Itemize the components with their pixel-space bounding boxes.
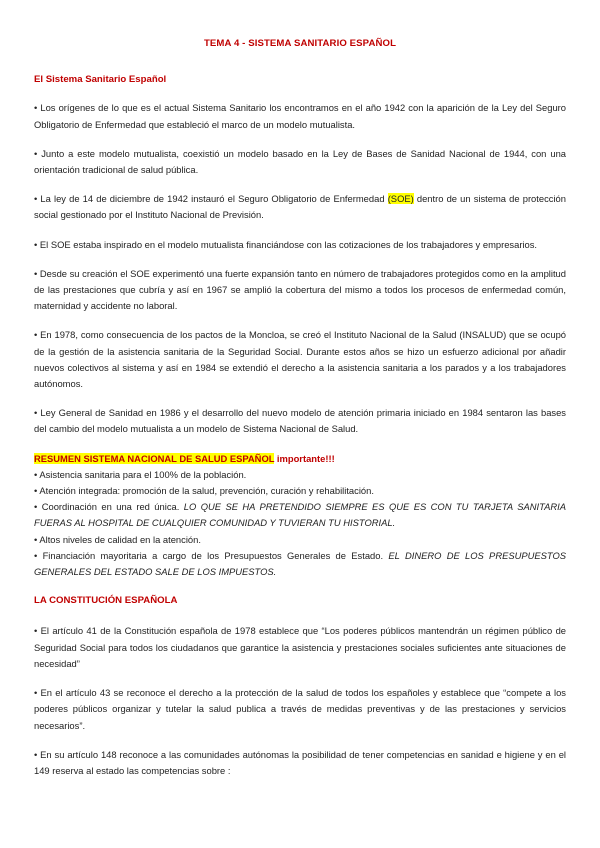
summary-important-tag: importante!!!	[274, 452, 335, 464]
soe-highlight: (SOE)	[387, 193, 414, 205]
summary-block	[34, 451, 566, 581]
summary-item-text: • Financiación mayoritaria a cargo de los Presupuestos Generales de Estado.	[34, 549, 389, 561]
summary-item	[34, 499, 566, 531]
paragraph-insalud: • En 1978, como consecuencia de los pactos de la Moncloa, se creó el Instituto Nacional de la Salud (INSALUD) que se ocupó de la gestión de la asistencia sanitaria de la Seguridad Social. Durante estos años se hizo un esfuerzo adicional por añadir nuevos colectivos al sistema y así en 1984 se extendió el derecho a la asistencia sanitaria a los parados y a los trabajadores autónomos.	[34, 329, 566, 390]
summary-item	[34, 467, 566, 483]
summary-item-note: EL DINERO DE LOS PRESUPUESTOS GENERALES DEL ESTADO SALE DE LOS IMPUESTOS.	[34, 549, 566, 578]
summary-heading	[34, 451, 566, 467]
paragraph-ley-general-sanidad: • Ley General de Sanidad en 1986 y el desarrollo del nuevo modelo de atención primaria iniciado en 1984 sentaron las bases del cambio del modelo mutualista a un modelo de Sistema Nacional de Salud.	[34, 407, 566, 435]
summary-item-text: • Altos niveles de calidad en la atención.	[34, 533, 201, 545]
paragraph-articulo-148: • En su artículo 148 reconoce a las comunidades autónomas la posibilidad de tener competencias en sanidad e higiene y en el 149 reserva al estado las competencias sobre :	[34, 748, 566, 776]
paragraph-modelo-mutualista: • Junto a este modelo mutualista, coexistió un modelo basado en la Ley de Bases de Sanidad Nacional de 1944, con una orientación tradicional de salud pública.	[34, 147, 566, 176]
summary-item	[34, 532, 566, 548]
paragraph-articulo-41: • El artículo 41 de la Constitución española de 1978 establece que “Los poderes públicos mantendrán un régimen público de Seguridad Social para todos los ciudadanos que garantice la asistencia y prestaciones sociales suficientes ante situaciones de necesidad”	[34, 625, 566, 669]
summary-item-text: • Coordinación en una red única.	[34, 501, 184, 513]
summary-item-text: • Asistencia sanitaria para el 100% de la población.	[34, 468, 247, 480]
ley-1942-text-before: • La ley de 14 de diciembre de 1942 instauró el Seguro Obligatorio de Enfermedad	[34, 193, 388, 205]
document-title: TEMA 4 - SISTEMA SANITARIO ESPAÑOL	[203, 38, 397, 49]
paragraph-soe-expansion: • Desde su creación el SOE experimentó una fuerte expansión tanto en número de trabajadores protegidos como en la amplitud de las prestaciones que cubría y así en 1967 se amplió la cobertura del mismo a todos los procesos de enfermedad común, maternidad y accidente no laboral.	[34, 267, 566, 312]
summary-item	[34, 483, 566, 499]
summary-item-text: • Atención integrada: promoción de la salud, prevención, curación y rehabilitación.	[34, 485, 374, 497]
summary-heading-text: RESUMEN SISTEMA NACIONAL DE SALUD ESPAÑOL	[34, 452, 275, 464]
paragraph-ley-1942	[34, 191, 566, 223]
section-heading-constitucion: LA CONSTITUCIÓN ESPAÑOLA	[34, 595, 178, 607]
summary-item-note: LO QUE SE HA PRETENDIDO SIEMPRE ES QUE ES CON TU TARJETA SANITARIA FUERAS AL HOSPITAL DE CUALQUIER COMUNIDAD Y TUVIERAN TU HISTORIAL.	[34, 501, 566, 529]
section-heading-sistema: El Sistema Sanitario Español	[34, 74, 167, 86]
paragraph-origenes: • Los orígenes de lo que es el actual Sistema Sanitario los encontramos en el año 1942 con la aparición de la Ley del Seguro Obligatorio de Enfermedad que estableció el marco de un modelo mutualista.	[34, 102, 566, 130]
paragraph-articulo-43: • En el artículo 43 se reconoce el derecho a la protección de la salud de todos los españoles y establece que “compete a los poderes públicos organizar y tutelar la salud publica a través de medidas preventivas y de las prestaciones y servicios necesarios”.	[34, 687, 566, 731]
ley-1942-text-after: dentro de un sistema de protección social gestionado por el Instituto Nacional de Previsión.	[34, 193, 566, 221]
paragraph-soe-inspirado: • El SOE estaba inspirado en el modelo mutualista financiándose con las cotizaciones de los trabajadores y empresarios.	[34, 238, 538, 250]
summary-item	[34, 548, 566, 580]
